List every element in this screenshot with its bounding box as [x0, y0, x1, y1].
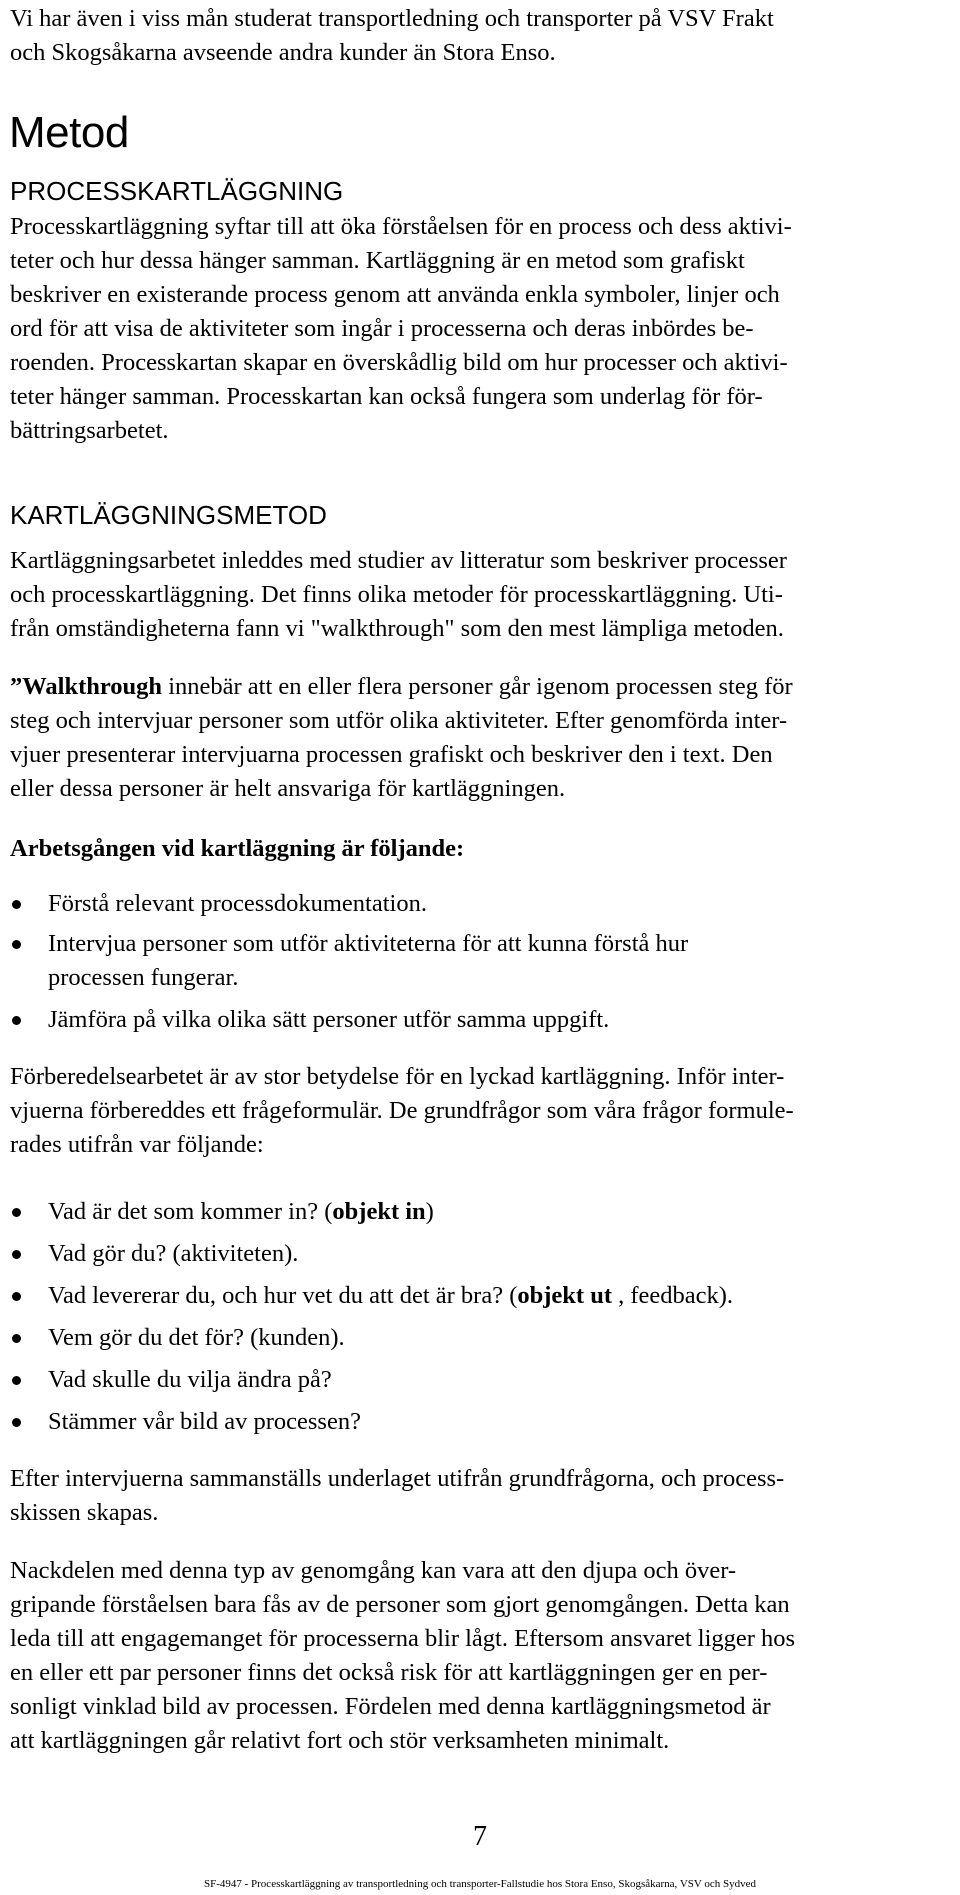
question-item: Vad gör du? (aktiviteten). [48, 1240, 299, 1267]
paragraph-line: gripande förståelsen bara fås av de personer som gjort genomgången. Detta kan [10, 1591, 790, 1618]
processkartlaggning-heading: PROCESSKARTLÄGGNING [10, 176, 344, 206]
paragraph-line: eller dessa personer är helt ansvariga för kartläggningen. [10, 775, 566, 802]
walkthrough-text: innebär att en eller flera personer går igenom processen steg för [162, 673, 793, 700]
paragraph-line: Nackdelen med denna typ av genomgång kan vara att den djupa och över- [10, 1557, 737, 1584]
question-item: Vad skulle du vilja ändra på? [48, 1366, 332, 1393]
arbetsgang-heading: Arbetsgången vid kartläggning är följande: [10, 835, 465, 862]
paragraph-line: att kartläggningen går relativt fort och stör verksamheten minimalt. [10, 1727, 670, 1754]
bullet-item: Jämföra på vilka olika sätt personer utför samma uppgift. [48, 1006, 610, 1033]
paragraph-line: teter hänger samman. Processkartan kan också fungera som underlag för för- [10, 383, 763, 410]
paragraph-line: beskriver en existerande process genom att använda enkla symboler, linjer och [10, 281, 780, 308]
bullet-icon [12, 1208, 21, 1217]
bullet-icon [12, 1016, 21, 1025]
bullet-icon [12, 940, 21, 949]
question-item: Vad är det som kommer in? (objekt in) [48, 1198, 434, 1225]
section-title: Metod [9, 108, 129, 157]
paragraph-line: ord för att visa de aktiviteter som ingår i processerna och deras inbördes be- [10, 315, 754, 342]
footer-note: SF-4947 - Processkartläggning av transportledning och transporter-Fallstudie hos Stora Enso, Skogsåkarna, VSV och Sydved [203, 1878, 757, 1890]
paragraph-line: teter och hur dessa hänger samman. Kartläggning är en metod som grafiskt [10, 247, 745, 274]
bullet-icon [12, 900, 21, 909]
paragraph-line: roenden. Processkartan skapar en överskådlig bild om hur processer och aktivi- [10, 349, 788, 376]
bullet-icon [12, 1334, 21, 1343]
page-number: 7 [473, 1821, 487, 1852]
bullet-item: Intervjua personer som utför aktiviteterna för att kunna förstå hur [48, 930, 689, 957]
paragraph-line: rades utifrån var följande: [10, 1131, 264, 1158]
paragraph-line: skissen skapas. [10, 1499, 159, 1526]
question-item: Stämmer vår bild av processen? [48, 1408, 361, 1435]
paragraph-line: leda till att engagemanget för processerna blir lågt. Eftersom ansvaret ligger hos [10, 1625, 796, 1652]
bullet-icon [12, 1418, 21, 1427]
paragraph-line: en eller ett par personer finns det också risk för att kartläggningen ger en per- [10, 1659, 768, 1686]
walkthrough-line [10, 670, 793, 704]
paragraph-line: sonligt vinklad bild av processen. Fördelen med denna kartläggningsmetod är [10, 1693, 771, 1720]
paragraph-line: Efter intervjuerna sammanställs underlaget utifrån grundfrågorna, och process- [10, 1465, 785, 1492]
paragraph-line: vjuer presenterar intervjuarna processen grafiskt och beskriver den i text. Den [10, 741, 773, 768]
walkthrough-term: ”Walkthrough [10, 673, 163, 700]
bold-term: objekt ut [517, 1282, 612, 1309]
kartlaggningsmetod-heading: KARTLÄGGNINGSMETOD [10, 500, 327, 530]
bullet-icon [12, 1250, 21, 1259]
paragraph-line: Processkartläggning syftar till att öka förståelsen för en process och dess aktivi- [10, 213, 792, 240]
intro-line: Vi har även i viss mån studerat transportledning och transporter på VSV Frakt [10, 5, 774, 32]
bullet-icon [12, 1292, 21, 1301]
paragraph-line: Förberedelsearbetet är av stor betydelse för en lyckad kartläggning. Inför inter- [10, 1063, 785, 1090]
paragraph-line: steg och intervjuar personer som utför olika aktiviteter. Efter genomförda inter- [10, 707, 788, 734]
bold-term: objekt in [332, 1198, 426, 1225]
paragraph-line: bättringsarbetet. [10, 417, 169, 444]
question-item: Vad levererar du, och hur vet du att det är bra? (objekt ut , feedback). [48, 1282, 734, 1309]
bullet-item-continuation: processen fungerar. [48, 964, 239, 991]
bullet-item: Förstå relevant processdokumentation. [48, 890, 427, 917]
question-item: Vem gör du det för? (kunden). [48, 1324, 345, 1351]
intro-line: och Skogsåkarna avseende andra kunder än Stora Enso. [10, 39, 556, 66]
paragraph-line: och processkartläggning. Det finns olika metoder för processkartläggning. Uti- [10, 581, 783, 608]
bullet-icon [12, 1376, 21, 1385]
paragraph-line: vjuerna förbereddes ett frågeformulär. De grundfrågor som våra frågor formule- [10, 1097, 794, 1124]
paragraph-line: Kartläggningsarbetet inleddes med studier av litteratur som beskriver processer [10, 547, 787, 574]
paragraph-line: från omständigheterna fann vi "walkthrough" som den mest lämpliga metoden. [10, 615, 784, 642]
